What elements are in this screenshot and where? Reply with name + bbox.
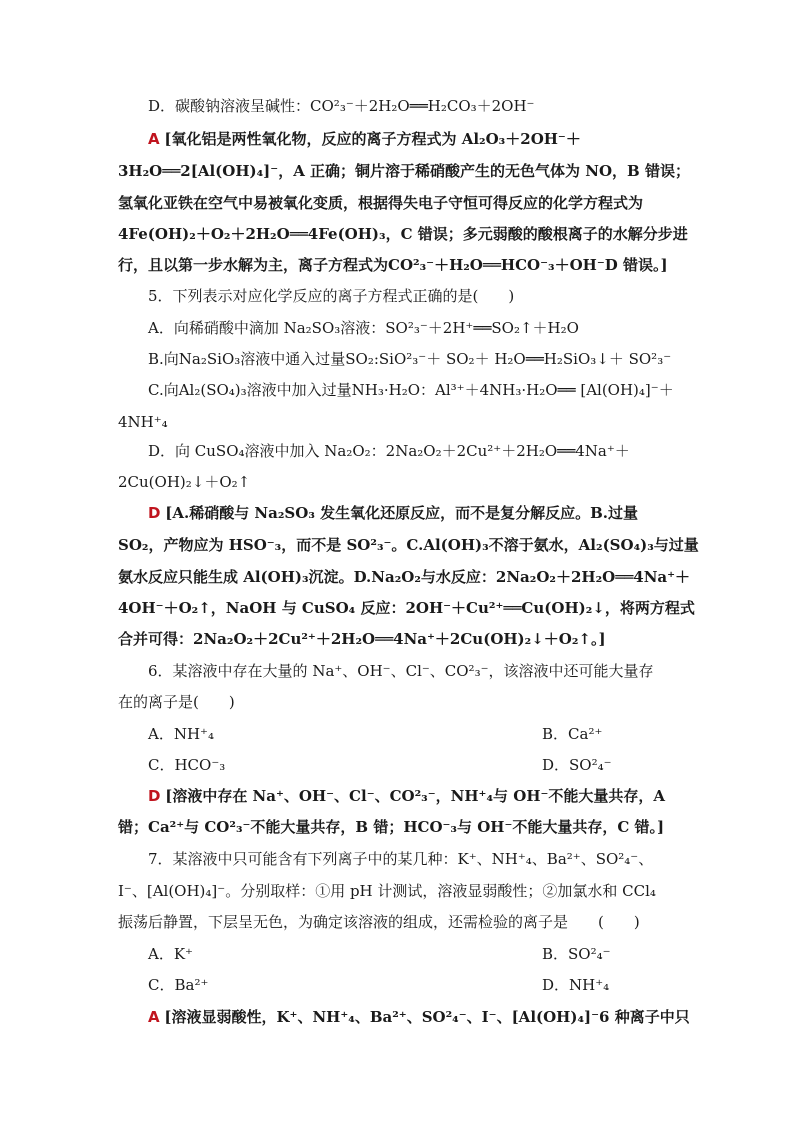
q6-options-row-2 [148,755,648,775]
q7-option-d: D．NH⁺₄ [542,976,610,994]
q7-stem-1: 7．某溶液中只可能含有下列离子中的某几种：K⁺、NH⁺₄、Ba²⁺、SO²₄⁻、 [148,850,654,868]
q6-option-c: C．HCO⁻₃ [148,756,226,774]
q6-explanation-1: [溶液中存在 Na⁺、OH⁻、Cl⁻、CO²₃⁻，NH⁺₄与 OH⁻不能大量共存，A [165,787,666,805]
q6-option-b: B．Ca²⁺ [542,725,603,743]
q6-answer: D [148,787,161,805]
q5-answer-line [148,503,638,523]
q4-explanation-3: 氢氧化亚铁在空气中易被氧化变质，根据得失电子守恒可得反应的化学方程式为 [118,194,644,212]
q5-explanation-3: 氨水反应只能生成 Al(OH)₃沉淀。D.Na₂O₂与水反应：2Na₂O₂＋2H₂O══4Na⁺＋ [118,568,691,586]
q5-option-c-2: 4NH⁺₄ [118,413,168,431]
q7-answer: A [148,1008,160,1026]
q7-stem-2: I⁻、[Al(OH)₄]⁻。分别取样：①用 pH 计测试，溶液显弱酸性；②加氯水和 CCl₄ [118,882,656,900]
q5-explanation-4: 4OH⁻＋O₂↑，NaOH 与 CuSO₄ 反应：2OH⁻＋Cu²⁺══Cu(OH)₂↓，将两方程式 [118,599,695,617]
q6-option-d: D．SO²₄⁻ [542,756,612,774]
q6-stem-2: 在的离子是( ) [118,693,235,711]
q6-stem-1: 6．某溶液中存在大量的 Na⁺、OH⁻、Cl⁻、CO²₃⁻，该溶液中还可能大量存 [148,662,654,680]
q6-option-a: A．NH⁺₄ [148,725,214,743]
q4-explanation-4: 4Fe(OH)₂＋O₂＋2H₂O══4Fe(OH)₃，C 错误；多元弱酸的酸根离子的水解分步进 [118,225,688,243]
q5-answer: D [148,504,161,522]
q5-option-a: A．向稀硝酸中滴加 Na₂SO₃溶液：SO²₃⁻＋2H⁺══SO₂↑＋H₂O [148,319,579,337]
q6-explanation-2: 错；Ca²⁺与 CO²₃⁻不能大量共存，B 错；HCO⁻₃与 OH⁻不能大量共存，C 错。] [118,818,665,836]
q4-explanation-5: 行，且以第一步水解为主，离子方程式为CO²₃⁻＋H₂O══HCO⁻₃＋OH⁻D 错误。] [118,256,668,274]
q5-option-c-1: C.向Al₂(SO₄)₃溶液中加入过量NH₃·H₂O：Al³⁺＋4NH₃·H₂O══ [Al(OH)₄]⁻＋ [148,381,674,399]
q5-stem: 5．下列表示对应化学反应的离子方程式正确的是( ) [148,287,515,305]
q5-option-d-1: D．向 CuSO₄溶液中加入 Na₂O₂：2Na₂O₂＋2Cu²⁺＋2H₂O══4Na⁺＋ [148,442,630,460]
q5-explanation-5: 合并可得：2Na₂O₂＋2Cu²⁺＋2H₂O══4Na⁺＋2Cu(OH)₂↓＋O₂↑。] [118,630,606,648]
q6-answer-line [148,786,665,806]
q7-options-row-1 [148,944,648,964]
q4-explanation-1: [氧化铝是两性氧化物，反应的离子方程式为 Al₂O₃＋2OH⁻＋ [164,130,581,148]
q4-answer: A [148,130,160,148]
q5-option-d-2: 2Cu(OH)₂↓＋O₂↑ [118,473,251,491]
q4-answer-line [148,129,581,149]
q5-explanation-1: [A.稀硝酸与 Na₂SO₃ 发生氧化还原反应，而不是复分解反应。B.过量 [165,504,639,522]
q6-options-row-1 [148,724,648,744]
q7-explanation-1: [溶液显弱酸性，K⁺、NH⁺₄、Ba²⁺、SO²₄⁻、I⁻、[Al(OH)₄]⁻6 种离子中只 [164,1008,690,1026]
q4-option-d: D．碳酸钠溶液呈碱性：CO²₃⁻＋2H₂O══H₂CO₃＋2OH⁻ [148,97,535,115]
q7-answer-line [148,1007,690,1027]
q7-option-a: A．K⁺ [148,945,193,963]
q7-option-c: C．Ba²⁺ [148,976,209,994]
q7-stem-3: 振荡后静置，下层呈无色，为确定该溶液的组成，还需检验的离子是 ( ) [118,913,640,931]
q5-explanation-2: SO₂，产物应为 HSO⁻₃，而不是 SO²₃⁻。C.Al(OH)₃不溶于氨水，Al₂(SO₄)₃与过量 [118,536,699,554]
q7-option-b: B．SO²₄⁻ [542,945,611,963]
q7-options-row-2 [148,975,648,995]
q4-explanation-2: 3H₂O══2[Al(OH)₄]⁻，A 正确；铜片溶于稀硝酸产生的无色气体为 NO，B 错误； [118,162,690,180]
q5-option-b: B.向Na₂SiO₃溶液中通入过量SO₂:SiO²₃⁻＋ SO₂＋ H₂O══H₂SiO₃↓＋ SO²₃⁻ [148,350,672,368]
